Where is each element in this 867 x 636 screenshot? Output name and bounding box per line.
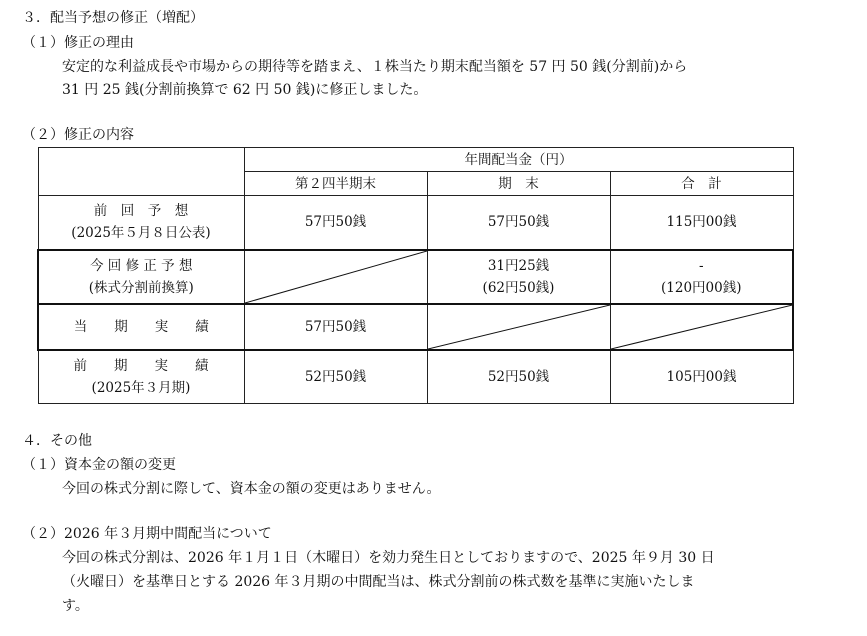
row-label: 前 回 予 想 xyxy=(93,203,189,220)
col-header-total: 合 計 xyxy=(610,172,793,196)
reason-text-line1: 安定的な利益成長や市場からの期待等を踏まえ、１株当たり期末配当額を 57 円 50 銭(分割前)から xyxy=(62,59,688,75)
row-sublabel: (2025年５月８日公表) xyxy=(71,225,211,242)
table-row-current-actual xyxy=(38,304,793,350)
interim-text-line3: す。 xyxy=(62,598,89,614)
table-row-previous-forecast xyxy=(38,196,793,250)
cell-year-end-not-applicable xyxy=(427,304,610,350)
row-sublabel: (株式分割前換算) xyxy=(88,279,194,296)
cell-total xyxy=(610,250,793,304)
details-heading: （２）修正の内容 xyxy=(22,127,134,143)
table-row-previous-actual xyxy=(38,350,793,404)
table-corner-cell xyxy=(38,148,244,196)
table-row-revised-forecast xyxy=(38,250,793,304)
diagonal-slash xyxy=(245,251,427,303)
row-label: 前 期 実 績 xyxy=(73,357,209,374)
row-sublabel: (2025年３月期) xyxy=(91,379,191,396)
cell-year-end xyxy=(427,250,610,304)
row-label: 今 回 修 正 予 想 xyxy=(90,257,193,274)
cell-q2: 57円50銭 xyxy=(244,304,427,350)
cell-q2: 52円50銭 xyxy=(244,350,427,404)
capital-text: 今回の株式分割に際して、資本金の額の変更はありません。 xyxy=(62,481,441,497)
cell-subvalue: (120円00銭) xyxy=(661,279,742,296)
capital-heading: （１）資本金の額の変更 xyxy=(22,457,176,473)
cell-subvalue: (62円50銭) xyxy=(482,279,555,296)
cell-total: 105円00銭 xyxy=(610,350,793,404)
row-label-cell xyxy=(38,196,244,250)
section3-heading: ３．配当予想の修正（増配） xyxy=(22,10,204,26)
reason-heading: （１）修正の理由 xyxy=(22,35,134,51)
row-label-cell xyxy=(38,250,244,304)
interim-text-line2: （火曜日）を基準日とする 2026 年３月期の中間配当は、株式分割前の株式数を基準に実施いたしま xyxy=(62,574,695,590)
cell-total: 115円00銭 xyxy=(610,196,793,250)
dividend-forecast-table xyxy=(37,147,794,404)
cell-q2: 57円50銭 xyxy=(244,196,427,250)
cell-value: - xyxy=(698,257,704,274)
interim-text-line1: 今回の株式分割は、2026 年１月１日（木曜日）を効力発生日としておりますので、2025 年９月 30 日 xyxy=(62,550,715,566)
annual-dividend-header: 年間配当金（円） xyxy=(244,148,793,172)
cell-value: 31円25銭 xyxy=(487,257,550,274)
cell-year-end: 57円50銭 xyxy=(427,196,610,250)
row-label: 当 期 実 績 xyxy=(73,318,209,335)
cell-year-end: 52円50銭 xyxy=(427,350,610,404)
col-header-q2: 第２四半期末 xyxy=(244,172,427,196)
diagonal-slash xyxy=(611,305,793,349)
cell-total-not-applicable xyxy=(610,304,793,350)
row-label-cell xyxy=(38,350,244,404)
diagonal-slash xyxy=(428,305,610,349)
reason-text-line2: 31 円 25 銭(分割前換算で 62 円 50 銭)に修正しました。 xyxy=(62,82,428,98)
interim-heading: （２）2026 年３月期中間配当について xyxy=(22,526,272,542)
row-label-cell xyxy=(38,304,244,350)
cell-q2-not-applicable xyxy=(244,250,427,304)
col-header-year-end: 期 末 xyxy=(427,172,610,196)
section4-heading: ４．その他 xyxy=(22,433,92,449)
